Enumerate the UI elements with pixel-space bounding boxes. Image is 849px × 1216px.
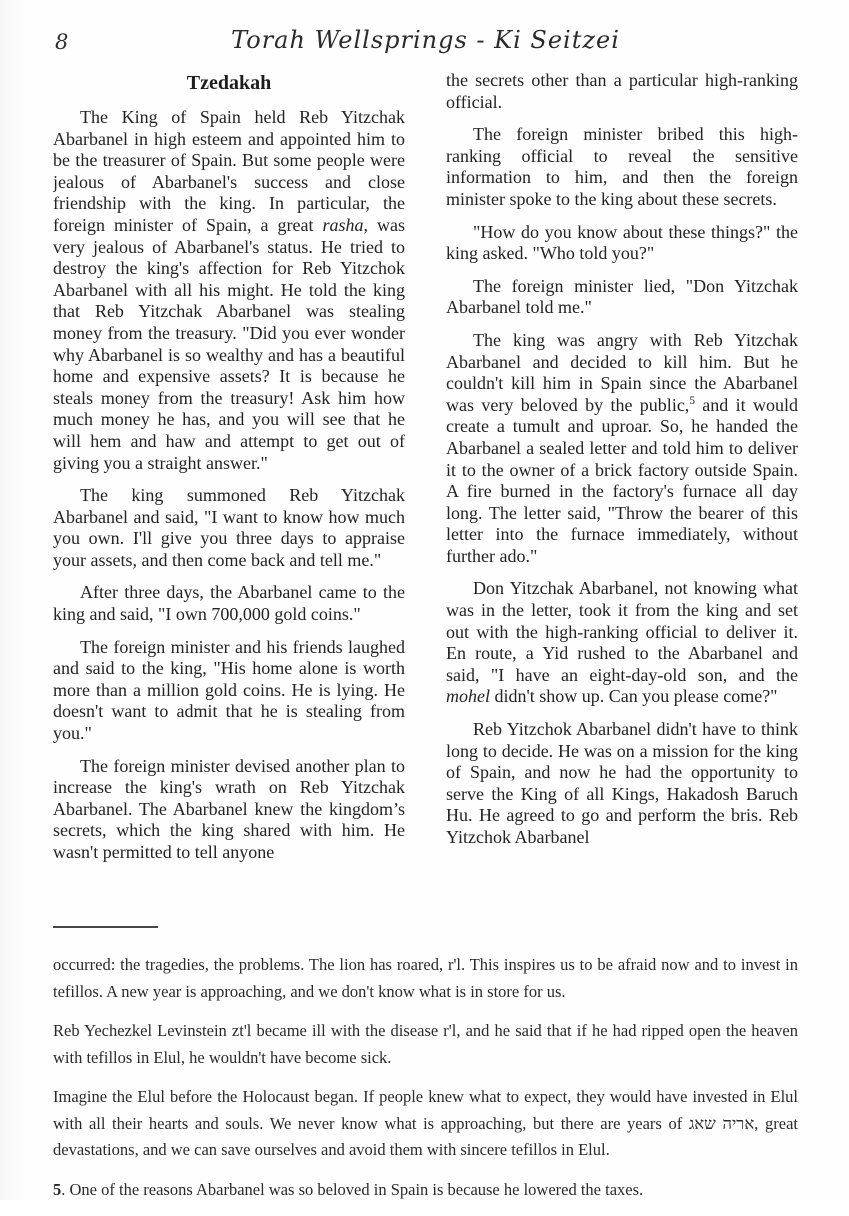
page-header xyxy=(53,26,798,58)
right-column xyxy=(446,70,798,918)
footnote-area xyxy=(53,926,798,1216)
paragraph: occurred: the tragedies, the problems. The lion has roared, r'l. This inspires us to be afraid now and to invest in tefillos. A new year is approaching, and we don't know what is in store for us. xyxy=(53,955,798,1001)
paragraph: "How do you know about these things?" the king asked. "Who told you?" xyxy=(446,221,798,264)
right-column-paragraphs xyxy=(446,70,798,849)
paragraph: Imagine the Elul before the Holocaust began. If people knew what to expect, they would have invested in Elul with all their hearts and souls. We never know what is approaching, but there are years of אריה שאג, great devastations, and we can save ourselves and avoid them with sincere tefillos in Elul. xyxy=(53,1087,798,1159)
footnote-paragraphs xyxy=(53,952,798,1203)
paragraph: The king summoned Reb Yitzchak Abarbanel and said, "I want to know how much you own. I'll give you three days to appraise your assets, and then come back and tell me." xyxy=(53,485,405,570)
paragraph: After three days, the Abarbanel came to the king and said, "I own 700,000 gold coins." xyxy=(53,582,405,625)
paragraph: 5. One of the reasons Abarbanel was so beloved in Spain is because he lowered the taxes. xyxy=(53,1179,644,1199)
article-body xyxy=(53,70,798,918)
section-title: Tzedakah xyxy=(186,72,272,94)
paragraph: the secrets other than a particular high-ranking official. xyxy=(446,70,798,112)
page-number: 8 xyxy=(55,30,69,54)
left-column xyxy=(53,70,405,918)
paragraph: The foreign minister bribed this high-ranking official to reveal the sensitive information to him, and then the foreign minister spoke to the king about these secrets. xyxy=(446,124,798,209)
paragraph: Reb Yitzchok Abarbanel didn't have to think long to decide. He was on a mission for the king of Spain, and now he had the opportunity to serve the King of all Kings, Hakadosh Baruch Hu. He agreed to go and perform the bris. Reb Yitzchok Abarbanel xyxy=(446,719,798,847)
paragraph: The foreign minister lied, "Don Yitzchak Abarbanel told me." xyxy=(446,275,798,318)
paragraph: The King of Spain held Reb Yitzchak Abarbanel in high esteem and appointed him to be the treasurer of Spain. But some people were jealous of Abarbanel's success and close friendship with the king. In particular, the foreign minister of Spain, a great rasha, was very jealous of Abarbanel's status. He tried to destroy the king's affection for Reb Yitzchok Abarbanel with all his might. He told the king that Reb Yitzchak Abarbanel was stealing money from the treasury. "Did you ever wonder why Abarbanel is so wealthy and has a beautiful home and expensive assets? It is because he steals money from the treasury! Ask him how much money he has, and you will see that he will hem and haw and attempt to get out of giving you a straight answer." xyxy=(53,107,405,473)
paragraph: Don Yitzchak Abarbanel, not knowing what was in the letter, took it from the king and set out with the high-ranking official to deliver it. En route, a Yid rushed to the Abarbanel and said, "I have an eight-day-old son, and the mohel didn't show up. Can you please come?" xyxy=(446,578,798,707)
paragraph: The king was angry with Reb Yitzchak Abarbanel and decided to kill him. But he couldn't kill him in Spain since the Abarbanel was very beloved by the public,$^5$ and it would create a tumult and uproar. So, he handed the Abarbanel a sealed letter and told him to deliver it to the owner of a brick factory outside Spain. A fire burned in the factory's furnace all day long. The letter said, "Throw the bearer of this letter into the furnace immediately, without further ado." xyxy=(446,329,798,566)
page-header-title: Torah Wellsprings - Ki Seitzei xyxy=(231,26,620,54)
left-column-paragraphs xyxy=(53,107,405,864)
paragraph: The foreign minister devised another plan to increase the king's wrath on Reb Yitzchak Abarbanel. The Abarbanel knew the kingdom’s secrets, which the king shared with him. He wasn't permitted to tell anyone xyxy=(53,755,405,862)
paragraph: Reb Yechezkel Levinstein zt'l became ill with the disease r'l, and he said that if he had ripped open the heaven with tefillos in Elul, he wouldn't have become sick. xyxy=(53,1021,798,1067)
paragraph: The foreign minister and his friends laughed and said to the king, "His home alone is worth more than a million gold coins. He is lying. He doesn't want to admit that he is stealing from you." xyxy=(53,636,405,744)
footnote-separator xyxy=(53,926,158,928)
